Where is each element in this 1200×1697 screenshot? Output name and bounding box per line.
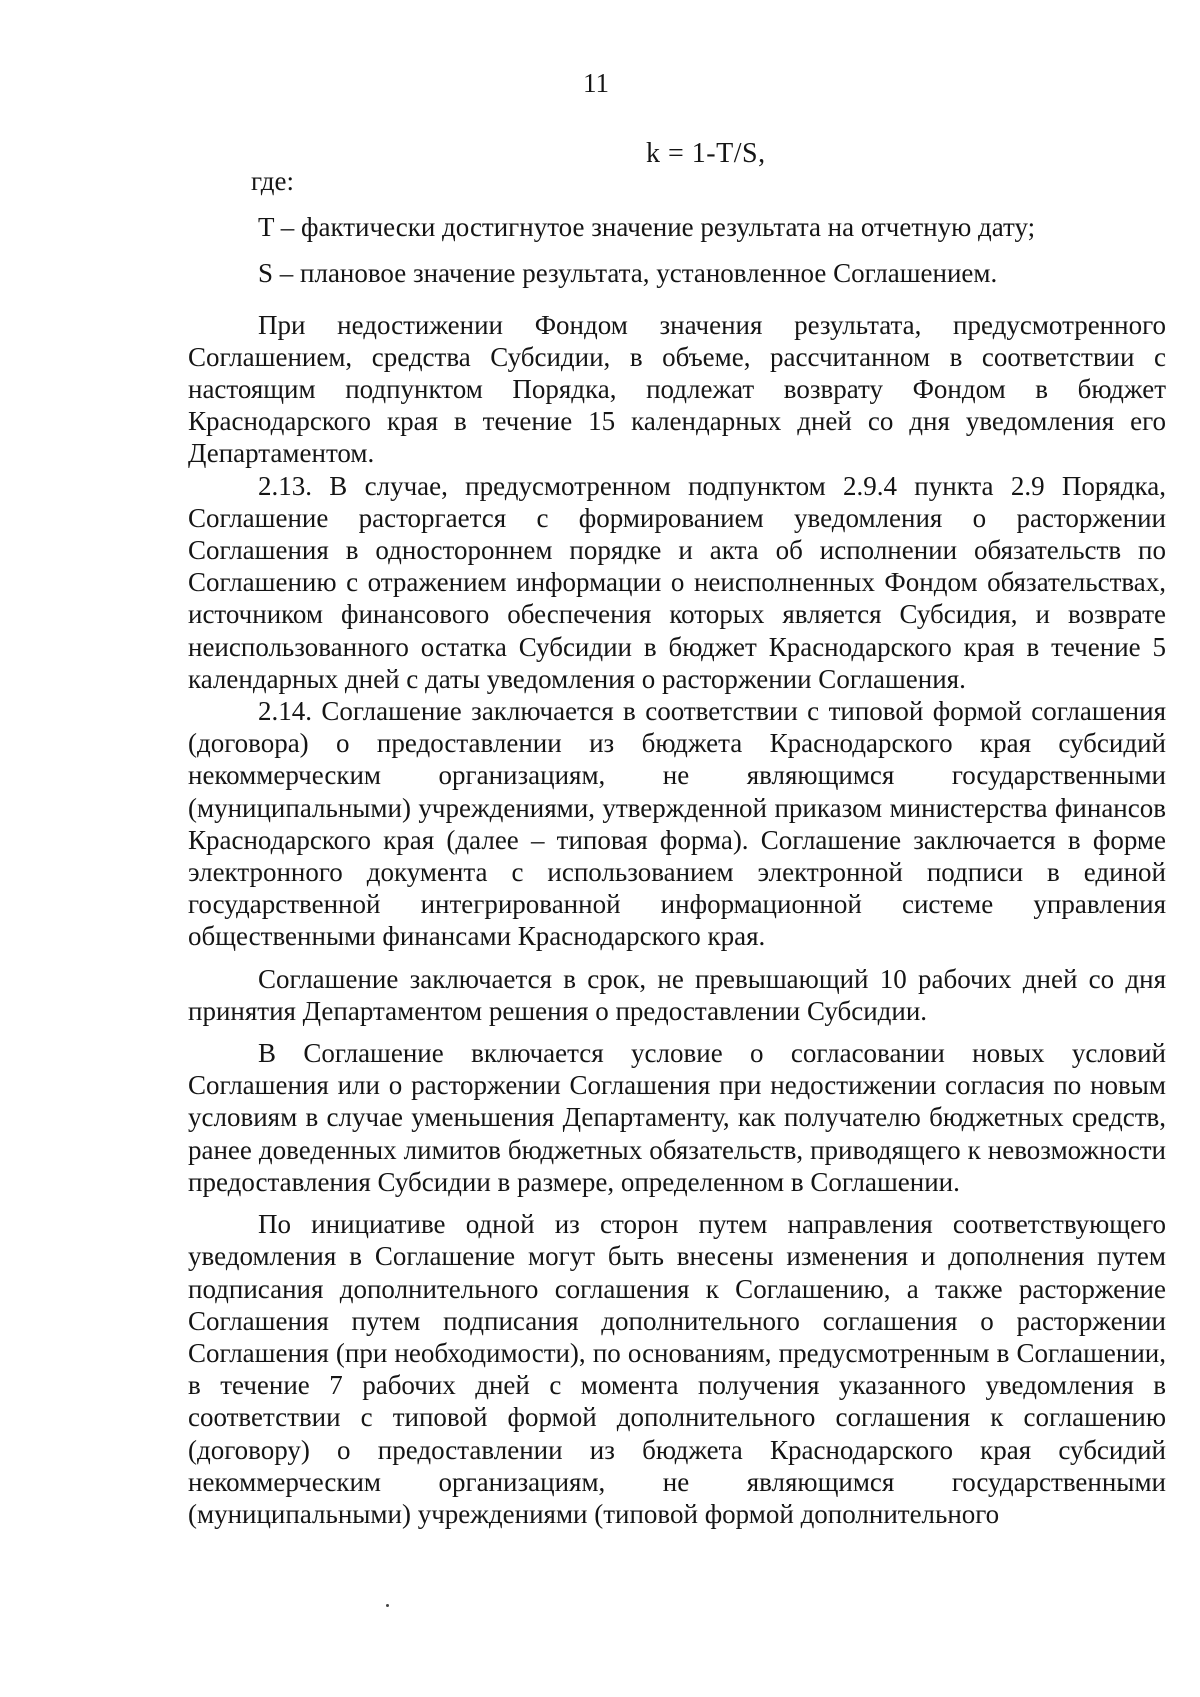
paragraph-amendments: По инициативе одной из сторон путем направления соответствующего уведомления в Соглашение могут быть внесены изменения и дополнения путем подписания дополнительного соглашения к Соглашению, а также расторжение Соглашения путем подписания дополнительного соглашения о расторжении Соглашения (при необходимости), по основаниям, предусмотренным в Соглашении, в течение 7 рабочих дней с момента получения указанного уведомления в соответствии с типовой формой дополнительного соглашения к соглашению (договору) о предоставлении из бюджета Краснодарского края субсидий некоммерческим организациям, не являющимся государственными (муниципальными) учреждениями (типовой формой дополнительного [188, 1209, 1166, 1529]
paragraph-where: где: [251, 166, 294, 196]
scan-speck [386, 1604, 389, 1607]
paragraph-agreement-term: Соглашение заключается в срок, не превышающий 10 рабочих дней со дня принятия Департаментом решения о предоставлении Субсидии. [188, 963, 1166, 1026]
paragraph-definition-s: S – плановое значение результата, установленное Соглашением. [258, 258, 998, 289]
document-body [188, 165, 1166, 1530]
paragraph-2-13: 2.13. В случае, предусмотренном подпунктом 2.9.4 пункта 2.9 Порядка, Соглашение расторгается с формированием уведомления о расторжении Соглашения в одностороннем порядке и акта об исполнении обязательств по Соглашению с отражением информации о неисполненных Фондом обязательствах, источником финансового обеспечения которых является Субсидия, и возврате неиспользованного остатка Субсидии в бюджет Краснодарского края в течение 5 календарных дней с даты уведомления о расторжении Соглашения. [188, 470, 1166, 694]
paragraph-agreement-conditions: В Соглашение включается условие о согласовании новых условий Соглашения или о расторжении Соглашения при недостижении согласия по новым условиям в случае уменьшения Департаменту, как получателю бюджетных средств, ранее доведенных лимитов бюджетных обязательств, приводящего к невозможности предоставления Субсидии в размере, определенном в Соглашении. [188, 1038, 1166, 1197]
paragraph-definition-t: T – фактически достигнутое значение результата на отчетную дату; [258, 212, 1036, 243]
page-number: 11 [583, 68, 609, 98]
paragraph-2-14: 2.14. Соглашение заключается в соответствии с типовой формой соглашения (договора) о предоставлении из бюджета Краснодарского края субсидий некоммерческим организациям, не являющимся государственными (муниципальными) учреждениями, утвержденной приказом министерства финансов Краснодарского края (далее – типовая форма). Соглашение заключается в форме электронного документа с использованием электронной подписи в единой государственной интегрированной информационной системе управления общественными финансами Краснодарского края. [188, 696, 1166, 952]
formula: k = 1-T/S, [646, 138, 766, 169]
paragraph-return-funds: При недостижении Фондом значения результата, предусмотренного Соглашением, средства Субсидии, в объеме, рассчитанном в соответствии с настоящим подпунктом Порядка, подлежат возврату Фондом в бюджет Краснодарского края в течение 15 календарных дней со дня уведомления его Департаментом. [188, 309, 1166, 469]
